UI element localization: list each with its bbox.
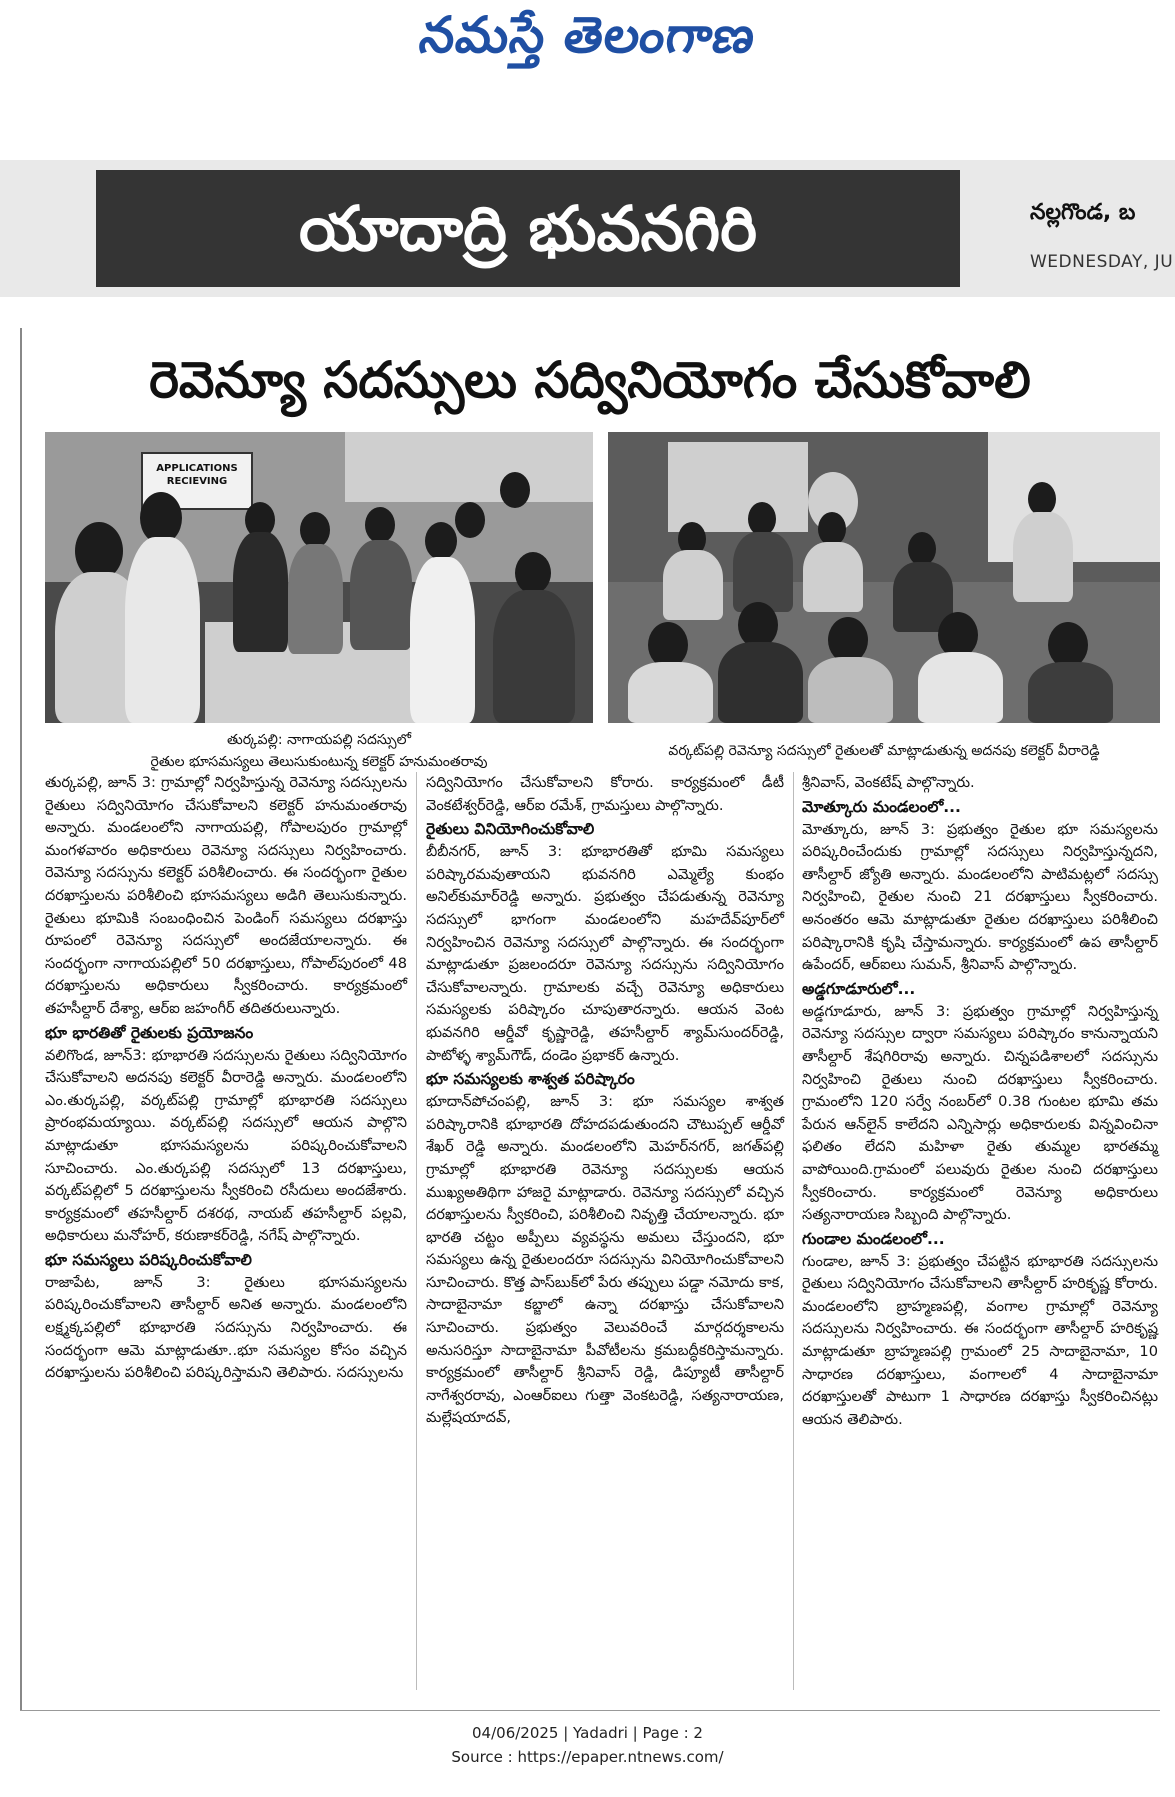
subheading: అడ్డగూడూరులో... <box>802 979 916 998</box>
section-title-box <box>96 170 960 287</box>
photo-person <box>515 552 551 594</box>
article-paragraph: శ్రీనివాస్, వెంకటేష్ పాల్గొన్నారు. <box>802 774 975 791</box>
district-label: నల్లగొండ, బ <box>1030 200 1136 225</box>
frame-bottom-rule <box>20 1710 1160 1711</box>
photo-person <box>908 532 936 566</box>
article-paragraph: వలిగొండ, జూన్3: భూభారతి సదస్సులను రైతులు సద్వినియోగం చేసుకోవాలని అదనపు కలెక్టర్ వీరారెడ్డి అన్నారు. మండలంలోని ఎం.తుర్కపల్లి, వర్కట్‌పల్లి గ్రామాల్లో భూభారతి సదస్సులు ప్రారంభమయ్యాయి. వర్కట్‌పల్లి సదస్సులో ఆయన పాల్గొని మాట్లాడుతూ భూసమస్యలను పరిష్కరించుకోవాలని సూచించారు. ఎం.తుర్కపల్లి సదస్సులో 13 దరఖాస్తులు, వర్కట్‌పల్లిలో 5 దరఖాస్తులను స్వీకరించి రసీదులు అందజేశారు. కార్యక్రమంలో తహసీల్దార్ దశరథ, నాయబ్ తహసీల్దార్ పల్లవి, అధికారులు మనోహర్, కరుణాకర్‌రెడ్డి, నగేష్ పాల్గొన్నారు. <box>45 1046 407 1245</box>
photo-collector-nagayapalli <box>45 432 593 723</box>
photo-person <box>493 590 575 723</box>
photo-person <box>1013 512 1073 602</box>
photo-person <box>350 540 412 650</box>
photo-person <box>818 512 846 546</box>
photo-person <box>918 652 1003 723</box>
sign-line-1: APPLICATIONS <box>156 463 238 474</box>
article-column-3 <box>802 772 1158 1431</box>
subheading: గుండాల మండలంలో... <box>802 1229 945 1248</box>
photo-person <box>365 507 395 543</box>
article-headline: రెవెన్యూ సదస్సులు సద్వినియోగం చేసుకోవాలి <box>149 351 1031 409</box>
source-link[interactable]: Source : https://epaper.ntnews.com/ <box>451 1748 724 1766</box>
subheading: భూ భారతితో రైతులకు ప్రయోజనం <box>45 1023 254 1042</box>
photo-person <box>455 502 485 538</box>
photo-person <box>748 502 776 536</box>
photo1-caption <box>45 729 593 773</box>
photo-person <box>410 557 475 723</box>
subheading: భూ సమస్యలు పరిష్కరించుకోవాలి <box>45 1250 252 1269</box>
photo-person <box>1028 482 1056 516</box>
article-column-1 <box>45 772 407 1385</box>
photo-banner <box>668 442 808 532</box>
article-paragraph: అడ్డగూడూరు, జూన్ 3: ప్రభుత్వం గ్రామాల్లో నిర్వహిస్తున్న రెవెన్యూ సదస్సుల ద్వారా సమస్యలు పరిష్కారం కానున్నాయని తాసీల్దార్ శేషగిరిరావు అన్నారు. చిన్నపడిశాలలో సదస్సును నిర్వహించి రైతులు నుంచి దరఖాస్తులు స్వీకరించారు. గ్రామంలోని 120 సర్వే నంబర్‌లో 0.38 గుంటల భూమి తమ పేరున ఆన్‌లైన్ కాలేదని ఎన్నిసార్లు అధికారులకు విన్నవించినా ఫలితం లేదని మహిళా రైతు తుమ్మల భారతమ్మ వాపోయింది.గ్రామంలో పలువురు రైతుల నుంచి దరఖాస్తులు స్వీకరించారు. కార్యక్రమంలో రెవెన్యూ అధికారులు సత్యనారాయణ సిబ్బంది పాల్గొన్నారు. <box>802 1002 1158 1224</box>
photo-person <box>425 522 457 560</box>
photo-person <box>663 550 723 620</box>
article-column-2 <box>426 772 784 1430</box>
photo2-caption: వర్కట్‌పల్లి రెవెన్యూ సదస్సులో రైతులతో మాట్లాడుతున్న అదనపు కలెక్టర్ వీరారెడ్డి <box>668 743 1100 759</box>
newspaper-logo: నమస్తే తెలంగాణ <box>415 5 760 64</box>
page-info: 04/06/2025 | Yadadri | Page : 2 <box>472 1724 703 1742</box>
photo-background-window <box>345 432 593 502</box>
subheading: మోత్కూరు మండలంలో... <box>802 797 961 816</box>
photo-person <box>803 542 863 612</box>
photo-person <box>733 532 793 612</box>
sign-line-2: RECIEVING <box>166 476 228 487</box>
column-divider <box>793 772 794 1690</box>
article-paragraph: తుర్కపల్లి, జూన్ 3: గ్రామాల్లో నిర్వహిస్తున్న రెవెన్యూ సదస్సులను రైతులు సద్వినియోగం చేసుకోవాలని కలెక్టర్ హనుమంతరావు అన్నారు. మండలంలోని నాగాయపల్లి, గోపాలపురం గ్రామాల్లో మంగళవారం అధికారులు రెవెన్యూ సదస్సులు నిర్వహించారు. రెవెన్యూ సదస్సును కలెక్టర్ పరిశీలించారు. ఈ సందర్భంగా రైతుల దరఖాస్తులను పరిశీలించి భూసమస్యలు అడిగి తెలుసుకున్నారు. రైతులు భూమికి సంబంధించిన పెండింగ్ సమస్యలు దరఖాస్తు రూపంలో రెవెన్యూ సదస్సులో అందజేయాలన్నారు. ఈ సందర్భంగా నాగాయపల్లిలో 50 దరఖాస్తులు, గోపాల్‌పురంలో 48 దరఖాస్తులను అధికారులు స్వీకరించారు. కార్యక్రమంలో తహసీల్దార్ దేశ్యా, ఆర్ఐ జహంగీర్ తదితరులున్నారు. <box>45 774 407 1017</box>
photo-collector-varkatpalli <box>608 432 1160 723</box>
photo-person <box>808 657 893 723</box>
edition-date: WEDNESDAY, JU <box>1030 252 1174 272</box>
subheading: రైతులు వినియోగించుకోవాలి <box>426 820 595 839</box>
masthead <box>0 0 1175 70</box>
frame-left-rule <box>20 328 22 1710</box>
article-paragraph: బీబీనగర్, జూన్ 3: భూభారతితో భూమి సమస్యలు పరిష్కారమవుతాయని భువనగిరి ఎమ్మెల్యే కుంభం అనిల్‌కుమార్‌రెడ్డి అన్నారు. ప్రభుత్వం చేపడుతున్న రెవెన్యూ సదస్సులో భాగంగా మండలంలోని మహదేవ్‌పూర్‌లో నిర్వహించిన రెవెన్యూ సదస్సులో పాల్గొన్నారు. ఈ సందర్భంగా మాట్లాడుతూ ప్రజలందరూ రెవెన్యూ సదస్సును సద్వినియోగం చేసుకోవాలన్నారు. గ్రామాలకు వచ్చే రెవెన్యూ అధికారులు సమస్యలకు పరిష్కారం చూపుతారన్నారు. ఆయన వెంట భువనగిరి ఆర్డీవో కృష్ణారెడ్డి, తహసీల్దార్ శ్యామ్‌సుందర్‌రెడ్డి, పాటోళ్ళ శ్యామ్‌గౌడ్, దండెం ప్రభాకర్ ఉన్నారు. <box>426 843 784 1064</box>
article-paragraph: సద్వినియోగం చేసుకోవాలని కోరారు. కార్యక్రమంలో డీటీ వెంకటేశ్వర్‌రెడ్డి, ఆర్ఐ రమేశ్, గ్రామస్తులు పాల్గొన్నారు. <box>426 774 784 814</box>
photo-person <box>1028 662 1113 723</box>
article-paragraph: రాజాపేట, జూన్ 3: రైతులు భూసమస్యలను పరిష్కరించుకోవాలని తాసీల్దార్ అనిత అన్నారు. మండలంలోని లక్ష్మక్కపల్లిలో భూభారతి సదస్సును నిర్వహించారు. ఈ సందర్భంగా ఆమె మాట్లాడుతూ..భూ సమస్యల కోసం వచ్చిన దరఖాస్తులను పరిశీలించి పరిష్కరిస్తామని తెలిపారు. సదస్సులను <box>45 1273 407 1382</box>
photo1-caption-line2: రైతుల భూసమస్యలు తెలుసుకుంటున్న కలెక్టర్ హనుమంతరావు <box>150 754 488 770</box>
subheading: భూ సమస్యలకు శాశ్వత పరిష్కారం <box>426 1070 635 1089</box>
photo1-caption-line1: తుర్కపల్లి: నాగాయపల్లి సదస్సులో <box>227 732 411 748</box>
photo-person <box>500 472 530 508</box>
section-band <box>0 160 1175 297</box>
article-paragraph: మోత్కూరు, జూన్ 3: ప్రభుత్వం రైతుల భూ సమస్యలను పరిష్కరించేందుకు గ్రామాల్లో సదస్సులు నిర్వహిస్తున్నదని, తాసీల్దార్ జ్యోతి అన్నారు. మండలంలోని పాటిమట్లలో సదస్సు నిర్వహించి, రైతుల నుంచి 21 దరఖాస్తులు స్వీకరించారు. అనంతరం ఆమె మాట్లాడుతూ రైతుల దరఖాస్తులు పరిశీలించి పరిష్కారానికి కృషి చేస్తామన్నారు. కార్యక్రమంలో ఉప తాసీల్దార్ ఉపేందర్, ఆర్ఐలు సుమన్, శ్రీనివాస్ పాల్గొన్నారు. <box>802 820 1158 974</box>
article-paragraph: గుండాల, జూన్ 3: ప్రభుత్వం చేపట్టిన భూభారతి సదస్సులను రైతులు సద్వినియోగం చేసుకోవాలని తాసీల్దార్ హరికృష్ణ కోరారు. మండలంలోని బ్రాహ్మణపల్లి, వంగాల గ్రామాల్లో రెవెన్యూ సదస్సులను నిర్వహించారు. ఈ సందర్భంగా తాసీల్దార్ హరికృష్ణ మాట్లాడుతూ బ్రాహ్మణపల్లి గ్రామంలో 25 సాదాబైనామా, 10 సాధారణ దరఖాస్తులు, వంగాలలో 4 సాదాబైనామా దరఖాస్తులతో పాటుగా 1 సాధారణ దరఖాస్తు స్వీకరించినట్లు ఆయన తెలిపారు. <box>802 1252 1158 1428</box>
photo-person <box>300 512 330 548</box>
photo-person <box>233 532 288 652</box>
photo-person <box>288 544 343 654</box>
column-divider <box>416 772 417 1690</box>
photo-person <box>125 537 200 723</box>
photo-person <box>628 662 713 723</box>
photo-person <box>718 642 803 723</box>
article-paragraph: భూదాన్‌పోచంపల్లి, జూన్ 3: భూ సమస్యల శాశ్వత పరిష్కారానికి భూభారతి దోహదపడుతుందని చౌటుప్పల్ ఆర్డీవో శేఖర్ రెడ్డి అన్నారు. మండలంలోని మెహర్‌నగర్, జగత్‌పల్లి గ్రామాల్లో భూభారతి రెవెన్యూ సదస్సులకు ఆయన ముఖ్యఅతిథిగా హాజరై మాట్లాడారు. రెవెన్యూ సదస్సులో వచ్చిన దరఖాస్తులను స్వీకరించి, పరిశీలించి నివృత్తి చేయాలన్నారు. భూ భారతి చట్టం అప్పీలు వ్యవస్థను అమలు చేస్తుందని, భూ సమస్యలు ఉన్న రైతులందరూ సదస్సును వినియోగించుకోవాలని సూచించారు. కొత్త పాస్‌బుక్‌లో పేరు తప్పులు పడ్డా నమోదు కాక, సాదాబైనామా కబ్జాలో ఉన్నా దరఖాస్తు చేసుకోవాలని సూచించారు. ప్రభుత్వం వెలువరించే మార్గదర్శకాలను అనుసరిస్తూ సాదాబైనామా పీవోటీలను క్రమబద్ధీకరిస్తామన్నారు. కార్యక్రమంలో తాసీల్దార్ శ్రీనివాస్ రెడ్డి, డిప్యూటీ తాసీల్దార్ నాగేశ్వరరావు, ఎంఆర్ఐలు గుత్తా వెంకటరెడ్డి, సత్యనారాయణ, మల్లేషయాదవ్, <box>426 1093 784 1427</box>
section-title: యాదాద్రి భువనగిరి <box>299 192 757 265</box>
